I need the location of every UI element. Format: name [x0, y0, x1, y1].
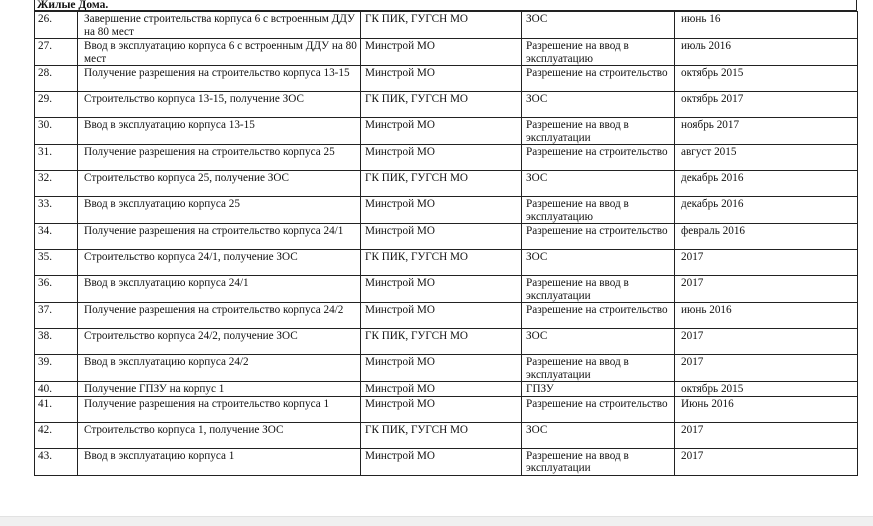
- responsible-org: Минстрой МО: [361, 197, 522, 224]
- result-document: ЗОС: [522, 250, 675, 276]
- row-number: 42.: [35, 422, 78, 448]
- responsible-org: Минстрой МО: [361, 303, 522, 329]
- responsible-org: Минстрой МО: [361, 396, 522, 422]
- result-document: Разрешение на ввод в эксплуатации: [522, 118, 675, 145]
- result-document: ЗОС: [522, 12, 675, 39]
- result-document: Разрешение на строительство: [522, 224, 675, 250]
- result-document: Разрешение на ввод в эксплуатацию: [522, 39, 675, 66]
- row-number: 34.: [35, 224, 78, 250]
- result-document: ЗОС: [522, 422, 675, 448]
- row-number: 38.: [35, 329, 78, 355]
- table-row: [35, 382, 858, 397]
- responsible-org: ГК ПИК, ГУГСН МО: [361, 92, 522, 118]
- due-date: 2017: [675, 250, 858, 276]
- work-description: Строительство корпуса 24/2, получение ЗОС: [78, 329, 361, 355]
- table-row: [35, 39, 858, 66]
- work-description: Ввод в эксплуатацию корпуса 13-15: [78, 118, 361, 145]
- work-description: Ввод в эксплуатацию корпуса 24/2: [78, 355, 361, 382]
- table-row: [35, 92, 858, 118]
- due-date: июнь 16: [675, 12, 858, 39]
- document-sheet: [34, 0, 857, 476]
- schedule-table: [34, 11, 858, 476]
- responsible-org: ГК ПИК, ГУГСН МО: [361, 250, 522, 276]
- table-row: [35, 66, 858, 92]
- result-document: Разрешение на ввод в эксплуатации: [522, 355, 675, 382]
- schedule-table-body: [35, 12, 858, 476]
- table-row: [35, 224, 858, 250]
- table-row: [35, 303, 858, 329]
- table-row: [35, 329, 858, 355]
- section-title: Жилые Дома.: [34, 0, 857, 11]
- responsible-org: ГК ПИК, ГУГСН МО: [361, 171, 522, 197]
- row-number: 39.: [35, 355, 78, 382]
- result-document: ЗОС: [522, 329, 675, 355]
- work-description: Получение разрешения на строительство корпуса 25: [78, 145, 361, 171]
- table-row: [35, 448, 858, 475]
- work-description: Строительство корпуса 1, получение ЗОС: [78, 422, 361, 448]
- row-number: 29.: [35, 92, 78, 118]
- responsible-org: ГК ПИК, ГУГСН МО: [361, 422, 522, 448]
- due-date: Июнь 2016: [675, 396, 858, 422]
- work-description: Ввод в эксплуатацию корпуса 6 с встроенным ДДУ на 80 мест: [78, 39, 361, 66]
- row-number: 31.: [35, 145, 78, 171]
- row-number: 37.: [35, 303, 78, 329]
- responsible-org: Минстрой МО: [361, 355, 522, 382]
- due-date: декабрь 2016: [675, 171, 858, 197]
- work-description: Получение разрешения на строительство корпуса 13-15: [78, 66, 361, 92]
- due-date: октябрь 2015: [675, 66, 858, 92]
- result-document: Разрешение на ввод в эксплуатации: [522, 448, 675, 475]
- row-number: 40.: [35, 382, 78, 397]
- table-row: [35, 197, 858, 224]
- due-date: октябрь 2017: [675, 92, 858, 118]
- work-description: Ввод в эксплуатацию корпуса 1: [78, 448, 361, 475]
- result-document: ЗОС: [522, 92, 675, 118]
- result-document: Разрешение на строительство: [522, 303, 675, 329]
- row-number: 33.: [35, 197, 78, 224]
- responsible-org: Минстрой МО: [361, 118, 522, 145]
- work-description: Завершение строительства корпуса 6 с встроенным ДДУ на 80 мест: [78, 12, 361, 39]
- table-row: [35, 12, 858, 39]
- work-description: Ввод в эксплуатацию корпуса 24/1: [78, 276, 361, 303]
- table-row: [35, 276, 858, 303]
- responsible-org: Минстрой МО: [361, 66, 522, 92]
- responsible-org: Минстрой МО: [361, 224, 522, 250]
- row-number: 35.: [35, 250, 78, 276]
- responsible-org: Минстрой МО: [361, 448, 522, 475]
- responsible-org: ГК ПИК, ГУГСН МО: [361, 12, 522, 39]
- work-description: Получение ГПЗУ на корпус 1: [78, 382, 361, 397]
- result-document: ЗОС: [522, 171, 675, 197]
- result-document: ГПЗУ: [522, 382, 675, 397]
- responsible-org: ГК ПИК, ГУГСН МО: [361, 329, 522, 355]
- due-date: 2017: [675, 448, 858, 475]
- responsible-org: Минстрой МО: [361, 39, 522, 66]
- due-date: 2017: [675, 329, 858, 355]
- due-date: декабрь 2016: [675, 197, 858, 224]
- due-date: ноябрь 2017: [675, 118, 858, 145]
- row-number: 26.: [35, 12, 78, 39]
- work-description: Строительство корпуса 13-15, получение ЗОС: [78, 92, 361, 118]
- table-row: [35, 422, 858, 448]
- result-document: Разрешение на строительство: [522, 66, 675, 92]
- table-row: [35, 171, 858, 197]
- work-description: Получение разрешения на строительство корпуса 24/2: [78, 303, 361, 329]
- row-number: 41.: [35, 396, 78, 422]
- table-row: [35, 396, 858, 422]
- result-document: Разрешение на строительство: [522, 145, 675, 171]
- work-description: Строительство корпуса 25, получение ЗОС: [78, 171, 361, 197]
- result-document: Разрешение на ввод в эксплуатацию: [522, 197, 675, 224]
- work-description: Получение разрешения на строительство корпуса 24/1: [78, 224, 361, 250]
- due-date: июнь 2016: [675, 303, 858, 329]
- row-number: 27.: [35, 39, 78, 66]
- due-date: октябрь 2015: [675, 382, 858, 397]
- table-row: [35, 250, 858, 276]
- responsible-org: Минстрой МО: [361, 276, 522, 303]
- row-number: 32.: [35, 171, 78, 197]
- due-date: июль 2016: [675, 39, 858, 66]
- table-row: [35, 145, 858, 171]
- table-row: [35, 355, 858, 382]
- row-number: 30.: [35, 118, 78, 145]
- row-number: 28.: [35, 66, 78, 92]
- due-date: 2017: [675, 355, 858, 382]
- due-date: февраль 2016: [675, 224, 858, 250]
- result-document: Разрешение на строительство: [522, 396, 675, 422]
- table-row: [35, 118, 858, 145]
- work-description: Получение разрешения на строительство корпуса 1: [78, 396, 361, 422]
- work-description: Ввод в эксплуатацию корпуса 25: [78, 197, 361, 224]
- row-number: 43.: [35, 448, 78, 475]
- due-date: август 2015: [675, 145, 858, 171]
- due-date: 2017: [675, 276, 858, 303]
- work-description: Строительство корпуса 24/1, получение ЗОС: [78, 250, 361, 276]
- due-date: 2017: [675, 422, 858, 448]
- row-number: 36.: [35, 276, 78, 303]
- responsible-org: Минстрой МО: [361, 382, 522, 397]
- responsible-org: Минстрой МО: [361, 145, 522, 171]
- result-document: Разрешение на ввод в эксплуатации: [522, 276, 675, 303]
